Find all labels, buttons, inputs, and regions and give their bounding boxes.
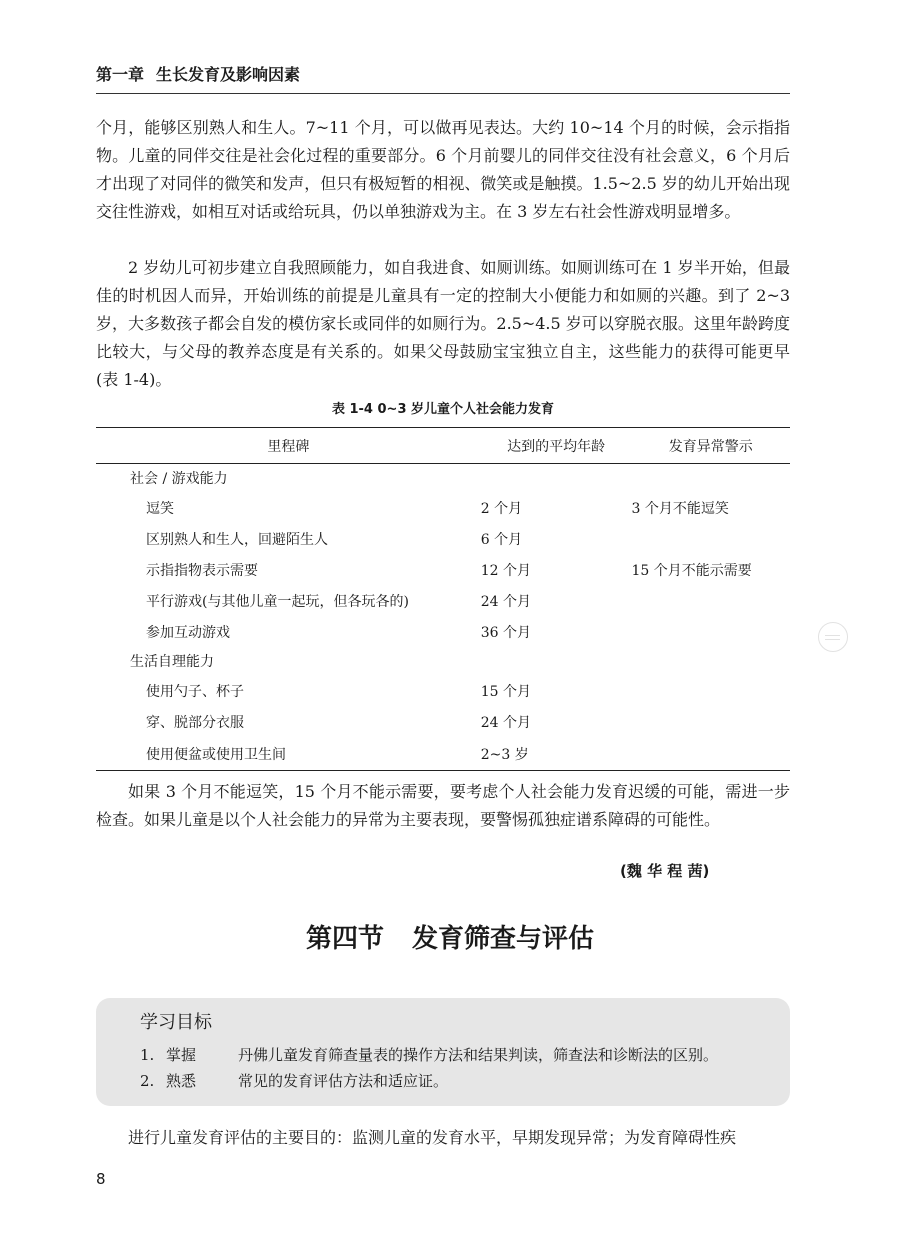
table-row (96, 706, 790, 737)
objective-text: 常见的发育评估方法和适应证。 (238, 1072, 449, 1090)
milestone-cell: 参加互动游戏 (146, 624, 230, 641)
warning-cell (631, 616, 790, 647)
warning-cell: 15 个月不能示需要 (631, 562, 752, 579)
section-number: 第四节 (305, 924, 384, 954)
warning-cell (631, 706, 790, 737)
section-title: 发育筛查与评估 (412, 924, 595, 954)
body-paragraph-2: 2 岁幼儿可初步建立自我照顾能力，如自我进食、如厕训练。如厕训练可在 1 岁半开始，但最佳的时机因人而异，开始训练的前提是儿童具有一定的控制大小便能力和如厕的兴趣。到了 2~3 岁，大多数孩子都会自发的模仿家长或同伴的如厕行为。2.5~4.5 岁可以穿脱衣服。这里年龄跨度比较大，与父母的教养态度是有关系的。如果父母鼓励宝宝独立自主，这些能力的获得可能更早(表 1-4)。 (96, 258, 790, 389)
objective-item (140, 1068, 790, 1094)
body-paragraph-3: 如果 3 个月不能逗笑，15 个月不能示需要，要考虑个人社会能力发育迟缓的可能，需进一步检查。如果儿童是以个人社会能力的异常为主要表现，要警惕孤独症谱系障碍的可能性。 (96, 782, 790, 829)
column-header-average-age: 达到的平均年龄 (481, 428, 632, 464)
warning-cell (631, 675, 790, 706)
table-caption: 表 1-4 0~3 岁儿童个人社会能力发育 (331, 402, 555, 417)
age-cell: 2~3 岁 (481, 737, 632, 771)
age-cell: 12 个月 (480, 562, 532, 579)
table-row (96, 737, 790, 771)
milestone-table (96, 427, 790, 771)
age-cell: 6 个月 (480, 531, 523, 548)
age-cell: 36 个月 (480, 624, 532, 641)
group-label-self-care: 生活自理能力 (130, 654, 214, 670)
page-number: 8 (96, 1170, 106, 1188)
milestone-cell: 示指指物表示需要 (146, 562, 258, 579)
objective-item (140, 1042, 790, 1068)
age-cell: 24 个月 (480, 714, 532, 731)
publisher-seal-icon (818, 622, 848, 652)
table-group-row (96, 464, 790, 493)
table-row (96, 585, 790, 616)
body-paragraph-1: 个月，能够区别熟人和生人。7~11 个月，可以做再见表达。大约 10~14 个月的时候，会示指指物。儿童的同伴交往是社会化过程的重要部分。6 个月前婴儿的同伴交往没有社会意义，6 个月后才出现了对同伴的微笑和发声，但只有极短暂的相视、微笑或是触摸。1.5~2.5 岁的幼儿开始出现交往性游戏，如相互对话或给玩具，仍以单独游戏为主。在 3 岁左右社会性游戏明显增多。 (96, 118, 790, 221)
milestone-cell: 使用便盆或使用卫生间 (96, 737, 481, 771)
table-group-row (96, 647, 790, 675)
milestone-cell: 区别熟人和生人，回避陌生人 (146, 531, 328, 548)
milestone-cell: 穿、脱部分衣服 (146, 714, 244, 731)
table-row (96, 492, 790, 523)
learning-objectives-box (96, 998, 790, 1106)
objective-number: 1. (140, 1046, 155, 1064)
group-label-social-play: 社会 / 游戏能力 (130, 471, 228, 487)
chapter-number: 第一章 (96, 65, 145, 84)
milestone-cell: 平行游戏(与其他儿童一起玩，但各玩各的) (146, 593, 409, 610)
objective-number: 2. (140, 1072, 155, 1090)
column-header-milestone: 里程碑 (96, 428, 481, 464)
table-row (96, 616, 790, 647)
warning-cell (631, 585, 790, 616)
body-paragraph-4: 进行儿童发育评估的主要目的：监测儿童的发育水平，早期发现异常；为发育障碍性疾 (128, 1128, 737, 1147)
objective-keyword: 掌握 (166, 1046, 197, 1064)
table-row (96, 554, 790, 585)
author-attribution: (魏 华 程 茜) (620, 862, 710, 880)
milestone-cell: 逗笑 (146, 500, 174, 517)
milestone-cell: 使用勺子、杯子 (146, 683, 244, 700)
age-cell: 24 个月 (480, 593, 532, 610)
age-cell: 15 个月 (480, 683, 532, 700)
age-cell: 2 个月 (480, 500, 523, 517)
objective-keyword: 熟悉 (166, 1072, 197, 1090)
chapter-title: 生长发育及影响因素 (156, 65, 301, 84)
objectives-heading: 学习目标 (140, 1012, 212, 1033)
objective-text: 丹佛儿童发育筛查量表的操作方法和结果判读，筛查法和诊断法的区别。 (238, 1046, 719, 1064)
warning-cell: 3 个月不能逗笑 (631, 500, 729, 517)
column-header-warning: 发育异常警示 (631, 428, 790, 464)
running-header (96, 62, 790, 94)
warning-cell (631, 737, 790, 771)
table-row (96, 675, 790, 706)
table-row (96, 523, 790, 554)
section-heading (0, 918, 900, 955)
warning-cell (631, 523, 790, 554)
table-header-row (96, 428, 790, 464)
